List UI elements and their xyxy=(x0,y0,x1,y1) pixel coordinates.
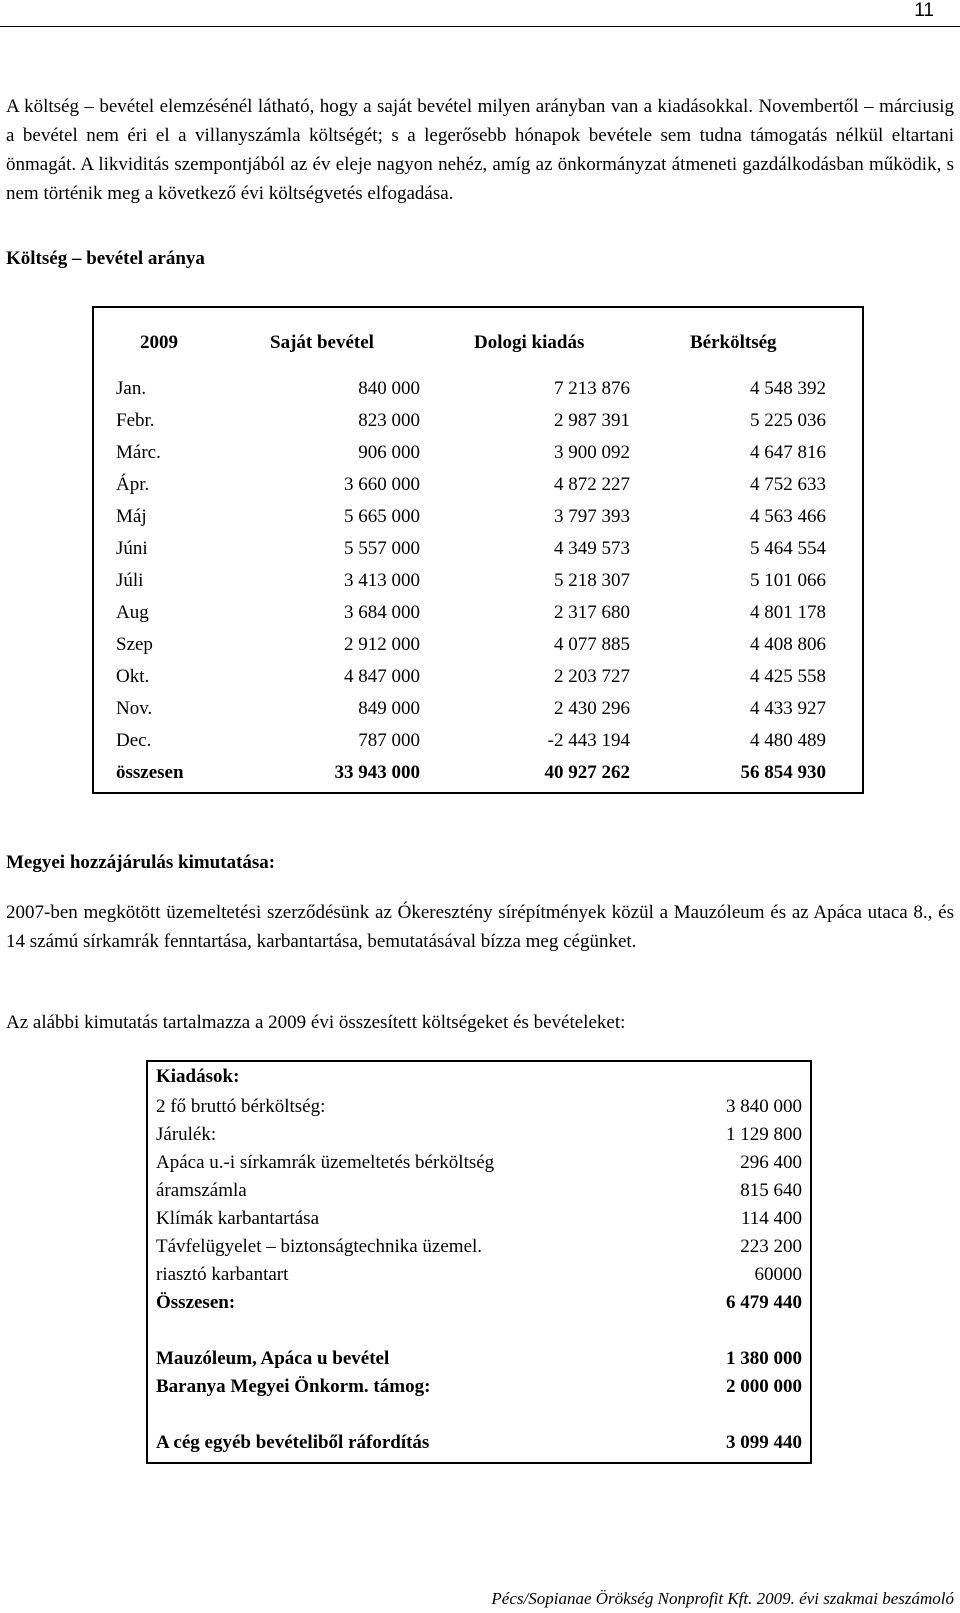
other-expense-row: A cég egyéb bevételiből ráfordítás 3 099 440 xyxy=(156,1432,802,1453)
table-row: Jan. 840 000 7 213 876 4 548 392 xyxy=(116,378,826,399)
expenses-sum-row: Összesen: 6 479 440 xyxy=(156,1292,802,1313)
table-row: Júni 5 557 000 4 349 573 5 464 554 xyxy=(116,538,826,559)
header-wage-cost: Bérköltség xyxy=(690,332,777,353)
income-row: Mauzóleum, Apáca u bevétel 1 380 000 xyxy=(156,1348,802,1369)
list-item: 2 fő bruttó bérköltség: 3 840 000 xyxy=(156,1096,802,1117)
table-row: Nov. 849 000 2 430 296 4 433 927 xyxy=(116,698,826,719)
expenses-title: Kiadások: xyxy=(156,1066,240,1087)
list-item: riasztó karbantart 60000 xyxy=(156,1264,802,1285)
expenses-table xyxy=(146,1060,812,1464)
table-row: Aug 3 684 000 2 317 680 4 801 178 xyxy=(116,602,826,623)
table-row: Okt. 4 847 000 2 203 727 4 425 558 xyxy=(116,666,826,687)
list-item: áramszámla 815 640 xyxy=(156,1180,802,1201)
table-row: Szep 2 912 000 4 077 885 4 408 806 xyxy=(116,634,826,655)
section2-title: Megyei hozzájárulás kimutatása: xyxy=(6,852,276,873)
table-row: Ápr. 3 660 000 4 872 227 4 752 633 xyxy=(116,474,826,495)
table-row: Febr. 823 000 2 987 391 5 225 036 xyxy=(116,410,826,431)
table1-header xyxy=(94,332,862,362)
expenses-title-row xyxy=(156,1066,802,1094)
header-own-revenue: Saját bevétel xyxy=(270,332,374,353)
table-row: Júli 3 413 000 5 218 307 5 101 066 xyxy=(116,570,826,591)
table1-title: Költség – bevétel aránya xyxy=(6,248,205,269)
list-item: Apáca u.-i sírkamrák üzemeltetés bérköltség 296 400 xyxy=(156,1152,802,1173)
section3-paragraph: Az alábbi kimutatás tartalmazza a 2009 évi összesített költségeket és bevételeket: xyxy=(6,1012,626,1033)
cost-revenue-table xyxy=(92,306,864,794)
list-item: Járulék: 1 129 800 xyxy=(156,1124,802,1145)
table-row: Márc. 906 000 3 900 092 4 647 816 xyxy=(116,442,826,463)
table-row: Máj 5 665 000 3 797 393 4 563 466 xyxy=(116,506,826,527)
section2-paragraph: 2007-ben megkötött üzemeltetési szerződésünk az Ókeresztény sírépítmények közül a Mauzóleum és az Apáca utaca 8., és 14 számú sírkamrák fenntartása, karbantartása, bemutatásával bízza meg cégünket. xyxy=(6,902,954,952)
list-item: Távfelügyelet – biztonságtechnika üzemel. 223 200 xyxy=(156,1236,802,1257)
header-material-cost: Dologi kiadás xyxy=(474,332,585,353)
list-item: Klímák karbantartása 114 400 xyxy=(156,1208,802,1229)
table-row: Dec. 787 000 -2 443 194 4 480 489 xyxy=(116,730,826,751)
table-total-row: összesen 33 943 000 40 927 262 56 854 930 xyxy=(116,762,826,783)
header-rule xyxy=(0,26,960,27)
intro-paragraph: A költség – bevétel elemzésénél látható, hogy a saját bevétel milyen arányban van a kiadásokkal. Novembertől – márciusig a bevétel nem éri el a villanyszámla költségét; s a legerősebb hónapok bevétele sem tudna támogatás nélkül eltartani önmagát. A likviditás szempontjából az év eleje nagyon nehéz, amíg az önkormányzat átmeneti gazdálkodásban működik, s nem történik meg a következő évi költségvetés elfogadása. xyxy=(6,96,954,204)
page-number: 11 xyxy=(914,0,934,21)
header-year: 2009 xyxy=(140,332,178,353)
income-row: Baranya Megyei Önkorm. támog: 2 000 000 xyxy=(156,1376,802,1397)
page-footer: Pécs/Sopianae Örökség Nonprofit Kft. 2009. évi szakmai beszámoló xyxy=(491,1589,954,1608)
